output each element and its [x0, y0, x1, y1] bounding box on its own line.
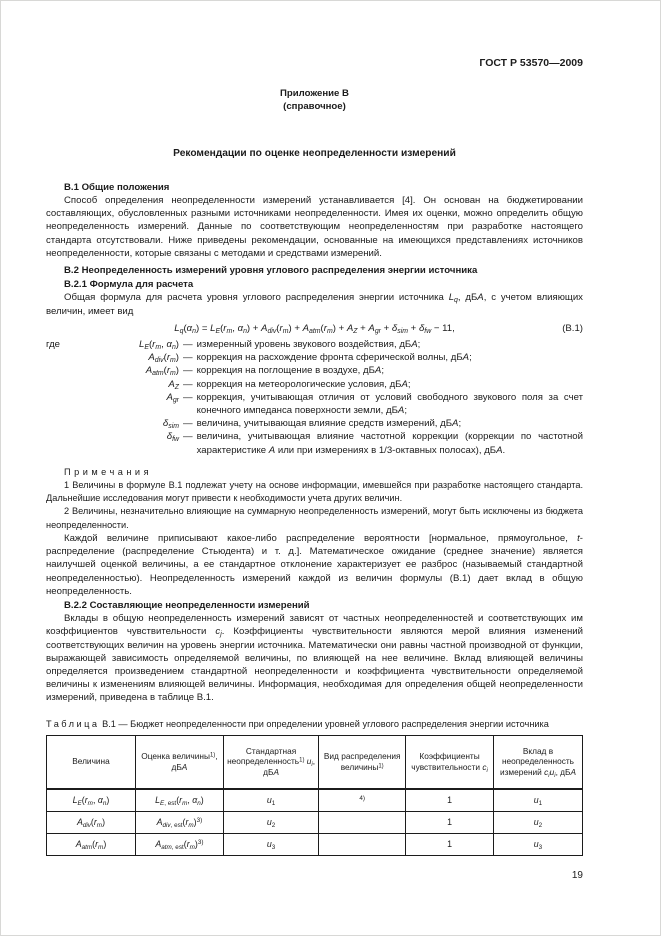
- cell: 1: [406, 811, 494, 833]
- definition-row: $A_{gr}$ — коррекция, учитывающая отличия от условий свободного звукового поля за счет конечного импеданса поверхности земли, дБА;: [46, 391, 583, 417]
- definition-desc: коррекция на расхождение фронта сферической волны, дБА;: [196, 352, 472, 364]
- paragraph-b21-intro: Общая формула для расчета уровня углового распределения энергии источника $L_q$, дБА, с учетом влияющих величин, имеет вид: [46, 292, 583, 317]
- table-row: [47, 789, 583, 812]
- cell: $u_1$: [223, 789, 318, 812]
- heading-b1: В.1 Общие положения: [64, 181, 170, 193]
- col-header-distribution: Вид распределения величины$^{1)}$: [319, 735, 406, 789]
- page-number: 19: [571, 870, 583, 881]
- where-label: где: [46, 339, 61, 351]
- cell: [319, 811, 406, 833]
- definition-row: $A_Z$ — коррекция на метеорологические условия, дБА;: [46, 378, 583, 391]
- definition-term: $L_E(r_m$, $\alpha_n$): [139, 339, 179, 352]
- heading-b21: В.2.1 Формула для расчета: [64, 279, 194, 291]
- note-item: 2 Величины, незначительно влияющие на суммарную неопределенность измерений, могут быть исключены из бюджета неопределенности.: [46, 506, 583, 530]
- doc-code: ГОСТ Р 53570—2009: [479, 57, 583, 69]
- col-header-std-uncertainty: Стандартная неопределенность$^{1)}$ $u_i$, дБА: [223, 735, 318, 789]
- definition-term: $A_Z$: [168, 378, 179, 391]
- cell: $u_2$: [493, 811, 582, 833]
- definition-desc: коррекция, учитывающая отличия от условий свободного звукового поля за счет конечного импеданса поверхности земли, дБА;: [196, 391, 583, 417]
- cell: $A_{atm, est}(r_m)^{3)}$: [135, 833, 223, 855]
- notes-heading: Примечания: [64, 466, 153, 477]
- cell: $L_E(r_m$, $\alpha_n$): [47, 789, 136, 812]
- definition-term: $\delta_{sim}$: [162, 418, 179, 431]
- col-header-value: Величина: [47, 735, 136, 789]
- cell: $u_2$: [223, 811, 318, 833]
- definition-row: $\delta_{sim}$ — величина, учитывающая влияние средств измерений, дБА;: [46, 417, 583, 430]
- cell: 1: [406, 789, 494, 812]
- paragraph-b21-2: Каждой величине приписывают какое-либо распределение вероятности [нормальное, прямоугольное, t-распределение (распределение Стьюдента) и т. д.]. Математическое ожидание (среднее значение) является наилучшей оценкой величины, а ее стандартное отклонение характеризует ее разброс (называемый стандартной неопределенностью). Неопределенность измерений каждой из величин формулы (В.1) дает вклад в общую неопределенность.: [46, 532, 583, 597]
- definition-desc: коррекция на поглощение в воздухе, дБА;: [196, 365, 384, 377]
- definition-term: $A_{gr}$: [166, 391, 179, 404]
- table-caption: [46, 718, 583, 731]
- page-title: Рекомендации по оценке неопределенности измерений: [173, 147, 456, 159]
- table-caption-label: Таблица: [46, 718, 100, 729]
- definition-desc: коррекция на метеорологические условия, дБА;: [196, 378, 411, 390]
- notes-block: [46, 466, 583, 532]
- note-item: 1 Величины в формуле В.1 подлежат учету на основе информации, имевшейся при разработке настоящего стандарта. Дальнейшие исследования могут привести к необходимости учета других величин.: [46, 480, 583, 504]
- cell: $A_{atm}(r_m)$: [47, 833, 136, 855]
- definition-desc: измеренный уровень звукового воздействия, дБА;: [196, 339, 421, 351]
- definition-desc: величина, учитывающая влияние частотной коррекции (коррекции по частотной характеристике А или при измерениях в 1/3-октавных полосах), дБА.: [196, 431, 583, 456]
- definitions-list: [46, 338, 583, 457]
- col-header-estimate: Оценка величины$^{1)}$, дБА: [135, 735, 223, 789]
- table-row: [47, 833, 583, 855]
- definition-term: $A_{div}(r_m)$: [148, 352, 179, 365]
- cell: $A_{div, est}(r_m)^{3)}$: [135, 811, 223, 833]
- definition-row: $A_{atm}(r_m)$ — коррекция на поглощение в воздухе, дБА;: [46, 364, 583, 377]
- paragraph-b1: Способ определения неопределенности измерений устанавливается [4]. Он основан на бюджетировании составляющих, обусловленных разными источниками неопределенности. Имея их оценки, можно определить общую неопределенность измерений. Данные по соответствующим неопределенностям при разработке настоящего стандарта отсутствовали. Ниже приведены рекомендации, основанные на имеющихся представлениях источников неопределенности, которые связаны с методами и средствами измерений.: [46, 195, 583, 259]
- heading-b2: В.2 Неопределенность измерений уровня углового распределения энергии источника: [64, 265, 478, 277]
- heading-b22: В.2.2 Составляющие неопределенности измерений: [64, 599, 310, 611]
- cell: [319, 833, 406, 855]
- text-block: [46, 0, 583, 856]
- uncertainty-budget-table: [46, 735, 583, 856]
- cell: $u_3$: [223, 833, 318, 855]
- formula-b1: [46, 322, 583, 335]
- definition-term: $A_{atm}(r_m)$: [145, 365, 179, 378]
- table-caption-text: В.1 — Бюджет неопределенности при определении уровней углового распределения энергии источника: [99, 718, 549, 729]
- cell: $L_{E, est}(r_m$, $\alpha_n$): [135, 789, 223, 812]
- formula-body: $L_q(\alpha_n) = L_E(r_m$, $\alpha_n) + A_{div}(r_m) + A_{atm}(r_m) + A_Z + A_{gr} + \delta_{sim} + \delta_{fw} - 11$,: [174, 322, 455, 335]
- definition-term: $\delta_{fw}$: [166, 431, 179, 444]
- cell: $u_1$: [493, 789, 582, 812]
- definition-desc: величина, учитывающая влияние средств измерений, дБА;: [196, 418, 462, 430]
- cell: 4): [319, 789, 406, 812]
- definition-row: $A_{div}(r_m)$ — коррекция на расхождение фронта сферической волны, дБА;: [46, 351, 583, 364]
- cell: $A_{div}(r_m)$: [47, 811, 136, 833]
- paragraph-b22: Вклады в общую неопределенность измерений зависят от частных неопределенностей и соответствующих им коэффициентов чувствительности $c_j$. Коэффициенты чувствительности являются мерой влияния изменений соответствующих величин на уровень энергии источника. Математически они равны частной производной от функции, выражающей зависимость определяемой величины, по влияющей на нее величине. Вклад влияющей величины определяется произведением стандартной неопределенности и коэффициента чувствительности определяемой величины к изменениям влияющей величины. Информация, необходимая для определения общей неопределенности измерений, приведена в таблице В.1.: [46, 613, 583, 704]
- annex-label: Приложение В: [280, 88, 349, 100]
- formula-ref: (В.1): [562, 322, 583, 334]
- definition-row: $\delta_{fw}$ — величина, учитывающая влияние частотной коррекции (коррекции по частотной характеристике А или при измерениях в 1/3-октавных полосах), дБА.: [46, 430, 583, 456]
- col-header-sensitivity: Коэффициенты чувствительности $c_i$: [406, 735, 494, 789]
- annex-kind: (справочное): [283, 101, 346, 113]
- cell: 1: [406, 833, 494, 855]
- table-row: [47, 811, 583, 833]
- definition-row: $L_E(r_m$, $\alpha_n$) — измеренный уровень звукового воздействия, дБА;: [46, 338, 583, 351]
- cell: $u_3$: [493, 833, 582, 855]
- col-header-contribution: Вклад в неопределенность измерений $c_iu_i$, дБА: [493, 735, 582, 789]
- table-header-row: [47, 735, 583, 789]
